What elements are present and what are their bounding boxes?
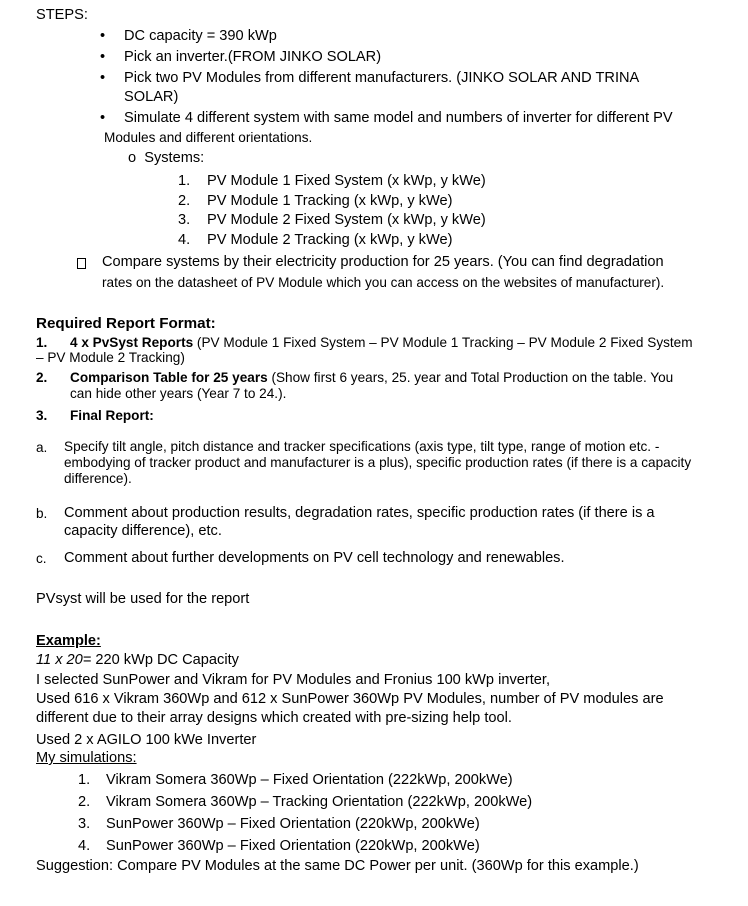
sim-num: 3. bbox=[78, 816, 91, 832]
report-item-cont: – PV Module 2 Tracking) bbox=[36, 350, 185, 365]
sim-num: 4. bbox=[78, 838, 91, 854]
sim-num: 1. bbox=[78, 772, 91, 788]
report-item: 4 x PvSyst Reports (PV Module 1 Fixed System – PV Module 1 Tracking – PV Module 2 Fixed System bbox=[70, 335, 693, 350]
suggestion: Suggestion: Compare PV Modules at the same DC Power per unit. (360Wp for this example.) bbox=[36, 858, 639, 874]
sim-item: SunPower 360Wp – Fixed Orientation (220kWp, 200kWe) bbox=[106, 816, 480, 832]
report-item: Comparison Table for 25 years (Show first 6 years, 25. year and Total Production on the table. You bbox=[70, 370, 674, 385]
step-bullet: • Pick two PV Modules from different manufacturers. (JINKO SOLAR AND TRINA bbox=[124, 69, 639, 87]
system-text: PV Module 2 Tracking (x kWp, y kWe) bbox=[207, 232, 453, 248]
sim-item: SunPower 360Wp – Fixed Orientation (220kWp, 200kWe) bbox=[106, 838, 480, 854]
example-line: Used 616 x Vikram 360Wp and 612 x SunPower 360Wp PV Modules, number of PV modules are bbox=[36, 691, 664, 707]
sub-item-letter: b. bbox=[36, 506, 48, 521]
sub-item: Comment about production results, degradation rates, specific production rates (if there is a capacity difference), etc. bbox=[64, 505, 655, 539]
example-line: different due to their array designs which created with pre-sizing help tool. bbox=[36, 710, 512, 726]
system-item: 4. bbox=[178, 232, 191, 248]
example-line: Used 2 x AGILO 100 kWe Inverter bbox=[36, 732, 257, 748]
sim-item: Vikram Somera 360Wp – Fixed Orientation (222kWp, 200kWe) bbox=[106, 772, 513, 788]
pvsyst-note: PVsyst will be used for the report bbox=[36, 591, 250, 607]
compare-line: Compare systems by their electricity production for 25 years. (You can find degradation bbox=[102, 254, 664, 270]
example-capacity: 11 x 20= 220 kWp DC Capacity bbox=[36, 652, 239, 668]
checkbox-square-icon bbox=[77, 258, 86, 269]
system-text: PV Module 1 Fixed System (x kWp, y kWe) bbox=[207, 173, 486, 189]
sub-item-letter: a. bbox=[36, 440, 48, 455]
report-item-num: 3. bbox=[36, 408, 48, 423]
step-bullet: • Pick an inverter.(FROM JINKO SOLAR) bbox=[124, 48, 381, 66]
report-format-heading: Required Report Format: bbox=[36, 315, 216, 332]
compare-line-cont: rates on the datasheet of PV Module which you can access on the websites of manufacturer). bbox=[102, 275, 665, 290]
report-item-cont: can hide other years (Year 7 to 24.). bbox=[70, 386, 287, 401]
systems-label: o Systems: bbox=[128, 150, 205, 166]
example-line: I selected SunPower and Vikram for PV Modules and Fronius 100 kWp inverter, bbox=[36, 672, 551, 688]
report-item: Final Report: bbox=[70, 408, 154, 423]
system-text: PV Module 2 Fixed System (x kWp, y kWe) bbox=[207, 212, 486, 228]
system-text: PV Module 1 Tracking (x kWp, y kWe) bbox=[207, 193, 453, 209]
sub-item-letter: c. bbox=[36, 551, 47, 566]
system-item: 1. bbox=[178, 173, 191, 189]
sim-item: Vikram Somera 360Wp – Tracking Orientation (222kWp, 200kWe) bbox=[106, 794, 533, 810]
sub-item: Specify tilt angle, pitch distance and tracker specifications (axis type, tilt type, range of motion etc. - embodying of tracker product and manufacturer is a plus), specific production rates (if there is a capacity difference). bbox=[64, 439, 692, 486]
report-item-num: 2. bbox=[36, 370, 48, 385]
simulations-label: My simulations: bbox=[36, 750, 137, 766]
step-bullet: • DC capacity = 390 kWp bbox=[124, 27, 277, 45]
example-heading: Example: bbox=[36, 633, 101, 649]
report-item-num: 1. bbox=[36, 335, 48, 350]
circle-bullet-icon: o bbox=[128, 150, 137, 166]
step-bullet-cont: Modules and different orientations. bbox=[104, 130, 313, 145]
sim-num: 2. bbox=[78, 794, 91, 810]
system-item: 2. bbox=[178, 193, 191, 209]
system-item: 3. bbox=[178, 212, 191, 228]
step-bullet: • Simulate 4 different system with same model and numbers of inverter for different PV bbox=[124, 109, 673, 127]
sub-item: Comment about further developments on PV cell technology and renewables. bbox=[64, 550, 565, 566]
step-bullet-cont: SOLAR) bbox=[124, 89, 179, 105]
steps-heading: STEPS: bbox=[36, 7, 88, 23]
